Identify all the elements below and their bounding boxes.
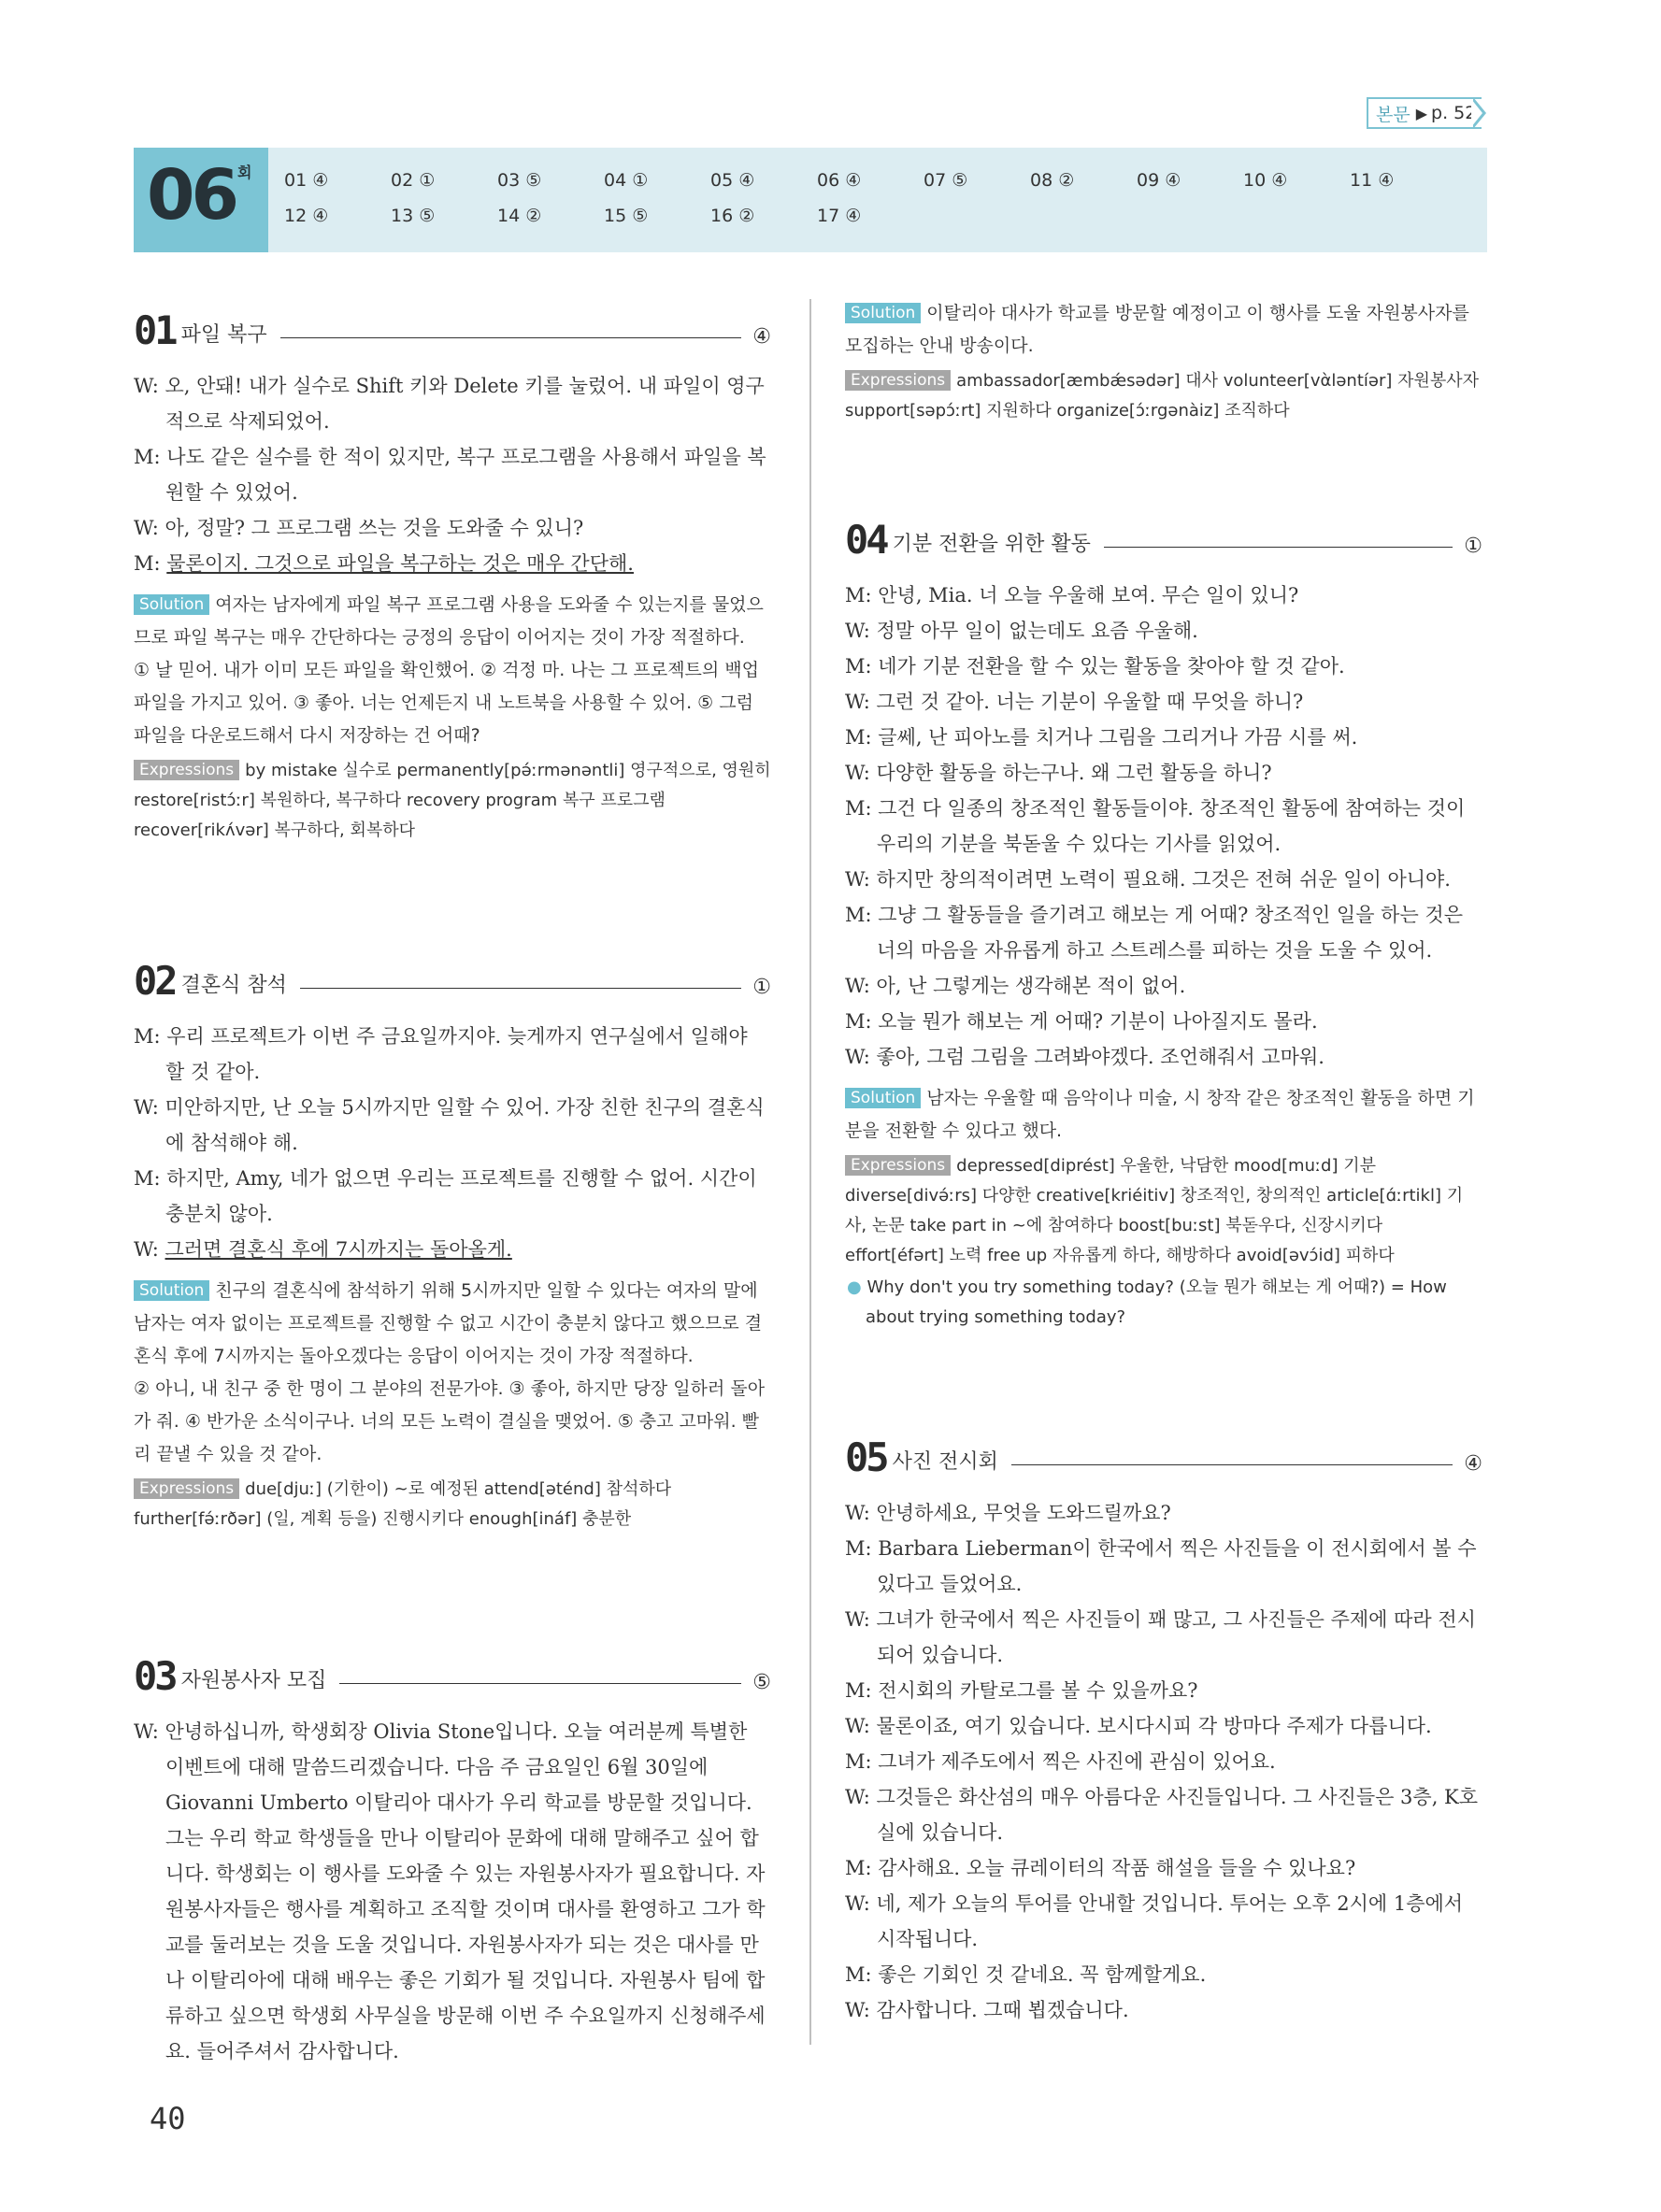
answer-item: 15 ⑤ — [604, 206, 649, 226]
section-header — [134, 1652, 771, 1697]
dialog — [134, 1714, 771, 2069]
dialog-line: M: 네가 기분 전환을 할 수 있는 활동을 찾아야 할 것 같아. — [845, 655, 1345, 678]
section-number: 01 — [134, 307, 176, 353]
dialog — [134, 1019, 771, 1267]
dialog-line: W: 그것들은 화산섬의 매우 아름다운 사진들입니다. 그 사진들은 3층, K호실에 있습니다. — [845, 1786, 1479, 1844]
solution — [845, 297, 1482, 363]
dialog-line: M: 그냥 그 활동들을 즐기려고 해보는 게 어때? 창조적인 일을 하는 것은 너의 마음을 자유롭게 하고 스트레스를 피하는 것을 도울 수 있어. — [845, 904, 1463, 962]
dialog-line: M: 우리 프로젝트가 이번 주 금요일까지야. 늦게까지 연구실에서 일해야 할 것 같아. — [134, 1025, 748, 1083]
section-03-continued — [845, 297, 1482, 426]
speaker: W: — [134, 1238, 165, 1261]
header-rule — [1104, 547, 1453, 548]
dialog-line: W: 아, 난 그렇게는 생각해본 적이 없어. — [845, 975, 1186, 997]
answer-item: 12 ④ — [284, 206, 329, 226]
section-answer: ① — [1464, 535, 1482, 558]
dialog-line: W: 좋아, 그럼 그림을 그려봐야겠다. 조언해줘서 고마워. — [845, 1046, 1325, 1068]
solution-text: 남자는 우울할 때 음악이나 미술, 시 창작 같은 창조적인 활동을 하면 기분을 전환할 수 있다고 했다. — [845, 1088, 1475, 1141]
expressions-text: ambassador[æmbǽsədər] 대사 volunteer[vὰləntíər] 자원봉사자 support[səpɔ́ːrt] 지원하다 organize[ɔ́ːrgənàiz] 조직하다 — [845, 371, 1480, 421]
dialog-line: M: 좋은 기회인 것 같네요. 꼭 함께할게요. — [845, 1963, 1207, 1986]
section-title: 기분 전환을 위한 활동 — [892, 533, 1091, 556]
section-04 — [845, 516, 1482, 1333]
answer-line: 그러면 결혼식 후에 7시까지는 돌아올게. — [165, 1238, 512, 1261]
section-title: 자원봉사자 모집 — [180, 1669, 327, 1692]
section-05 — [845, 1434, 1482, 2028]
dialog-line — [134, 1232, 771, 1267]
solution-text: 여자는 남자에게 파일 복구 프로그램 사용을 도와줄 수 있는지를 물었으므로 파일 복구는 매우 간단하다는 긍정의 응답이 이어지는 것이 가장 적절하다. — [134, 594, 764, 648]
answer-item: 09 ④ — [1137, 170, 1181, 191]
section-header — [845, 1434, 1482, 1478]
expressions — [134, 756, 771, 846]
section-number: 02 — [134, 958, 176, 1004]
expressions-text: due[djuː] (기한이) ~로 예정된 attend[əténd] 참석하다 further[fə́ːrðər] (일, 계획 등을) 진행시키다 enough[ináf] 충분한 — [134, 1479, 672, 1529]
option-translations: ② 아니, 내 친구 중 한 명이 그 분야의 전문가야. ③ 좋아, 하지만 당장 일하러 돌아가 줘. ④ 반가운 소식이구나. 너의 모든 노력이 결실을 맺었어. ⑤ 충고 고마워. 빨리 끝낼 수 있을 것 같아. — [134, 1378, 766, 1464]
answer-item: 17 ④ — [817, 206, 862, 226]
dialog-line: W: 아, 정말? 그 프로그램 쓰는 것을 도와줄 수 있니? — [134, 517, 584, 539]
answer-item: 13 ⑤ — [391, 206, 436, 226]
dialog-line: M: Barbara Lieberman이 한국에서 찍은 사진들을 이 전시회에서 볼 수 있다고 들었어요. — [845, 1537, 1477, 1595]
expressions-text: by mistake 실수로 permanently[pə́ːrmənəntli] 영구적으로, 영원히 restore[ristɔ́ːr] 복원하다, 복구하다 recovery program 복구 프로그램 recover[rikʌ́vər] 복구하다, 회복하다 — [134, 761, 771, 840]
section-header — [134, 307, 771, 351]
header-rule — [339, 1683, 741, 1684]
dialog-line: W: 오, 안돼! 내가 실수로 Shift 키와 Delete 키를 눌렀어. 내 파일이 영구적으로 삭제되었어. — [134, 375, 765, 433]
section-03 — [134, 1652, 771, 2069]
page-number: 40 — [150, 2101, 186, 2136]
dialog-line: W: 하지만 창의적이려면 노력이 필요해. 그것은 전혀 쉬운 일이 아니야. — [845, 868, 1451, 891]
tip-text: Why don't you try something today? (오늘 뭔가 해보는 게 어때?) = How about trying something today? — [866, 1277, 1447, 1327]
expressions — [845, 366, 1482, 426]
section-number: 04 — [845, 517, 887, 563]
dialog-line: M: 전시회의 카탈로그를 볼 수 있을까요? — [845, 1679, 1198, 1702]
option-translations: ① 날 믿어. 내가 이미 모든 파일을 확인했어. ② 걱정 마. 나는 그 프로젝트의 백업 파일을 가지고 있어. ③ 좋아. 너는 언제든지 내 노트북을 사용할 수 있어. ⑤ 그럼 파일을 다운로드해서 다시 저장하는 건 어때? — [134, 660, 760, 746]
test-number-suffix: 회 — [237, 164, 252, 181]
dialog-line: W: 안녕하십니까, 학생회장 Olivia Stone입니다. 오늘 여러분께 특별한 이벤트에 대해 말씀드리겠습니다. 다음 주 금요일인 6월 30일에 Giovanni Umberto 이탈리아 대사가 우리 학교를 방문할 것입니다. 그는 우리 학교 학생들을 만나 이탈리아 문화에 대해 말해주고 싶어 합니다. 학생회는 이 행사를 도와줄 수 있는 자원봉사자가 필요합니다. 자원봉사자들은 행사를 계획하고 조직할 것이며 대사를 환영하고 그가 학교를 둘러보는 것을 도울 것입니다. 자원봉사자가 되는 것은 대사를 만나 이탈리아에 대해 배우는 좋은 기회가 될 것입니다. 자원봉사 팀에 합류하고 싶으면 학생회 사무실을 방문해 이번 주 수요일까지 신청해주세요. 들어주셔서 감사합니다. — [134, 1720, 766, 2062]
bullet-icon: ● — [847, 1277, 862, 1297]
section-header — [134, 957, 771, 1002]
answer-banner — [134, 148, 1487, 252]
dialog-line: M: 감사해요. 오늘 큐레이터의 작품 해설을 들을 수 있나요? — [845, 1857, 1356, 1879]
section-answer: ④ — [1464, 1452, 1482, 1476]
expressions-tag: Expressions — [845, 370, 951, 391]
answer-item: 02 ① — [391, 170, 436, 191]
section-01 — [134, 307, 771, 846]
answer-item: 03 ⑤ — [497, 170, 542, 191]
section-title: 결혼식 참석 — [180, 974, 287, 997]
dialog-line: W: 다양한 활동을 하는구나. 왜 그런 활동을 하니? — [845, 762, 1272, 784]
answer-item: 01 ④ — [284, 170, 329, 191]
usage-tip — [845, 1273, 1482, 1333]
solution-text: 친구의 결혼식에 참석하기 위해 5시까지만 일할 수 있다는 여자의 말에 남자는 여자 없이는 프로젝트를 진행할 수 없고 시간이 충분치 않다고 했으므로 결혼식 후에 7시까지는 돌아오겠다는 응답이 이어지는 것이 가장 적절하다. — [134, 1280, 763, 1366]
solution-tag: Solution — [845, 1088, 921, 1108]
test-number: 06 — [147, 155, 236, 235]
answer-item: 10 ④ — [1243, 170, 1288, 191]
header-rule — [1011, 1464, 1453, 1465]
solution — [134, 1275, 771, 1471]
speaker: M: — [134, 552, 167, 575]
section-title: 사진 전시회 — [892, 1450, 998, 1474]
answer-item: 05 ④ — [710, 170, 755, 191]
dialog-line: M: 그건 다 일종의 창조적인 활동들이야. 창조적인 활동에 참여하는 것이 우리의 기분을 북돋울 수 있다는 기사를 읽었어. — [845, 797, 1466, 855]
dialog-line: M: 오늘 뭔가 해보는 게 어때? 기분이 나아질지도 몰라. — [845, 1010, 1318, 1033]
expressions-tag: Expressions — [134, 760, 239, 780]
ref-tail-shape — [1473, 97, 1486, 129]
section-02 — [134, 957, 771, 1534]
section-header — [845, 516, 1482, 561]
section-number: 03 — [134, 1653, 176, 1699]
section-title: 파일 복구 — [180, 323, 267, 347]
dialog-line: W: 정말 아무 일이 없는데도 요즘 우울해. — [845, 620, 1198, 642]
page-reference — [1367, 97, 1482, 129]
dialog-line: W: 안녕하세요, 무엇을 도와드릴까요? — [845, 1502, 1171, 1524]
dialog-line: W: 그런 것 같아. 너는 기분이 우울할 때 무엇을 하니? — [845, 691, 1304, 713]
dialog — [845, 1495, 1482, 2028]
dialog-line: M: 글쎄, 난 피아노를 치거나 그림을 그리거나 가끔 시를 써. — [845, 726, 1358, 749]
ref-page: p. 52 — [1431, 103, 1477, 123]
header-rule — [280, 337, 742, 338]
test-number-block — [134, 148, 268, 252]
solution-tag: Solution — [845, 303, 921, 323]
expressions-tag: Expressions — [134, 1478, 239, 1499]
expressions-tag: Expressions — [845, 1155, 951, 1176]
header-rule — [300, 988, 741, 989]
solution-tag: Solution — [134, 594, 209, 615]
dialog — [845, 578, 1482, 1075]
dialog-line: W: 미안하지만, 난 오늘 5시까지만 일할 수 있어. 가장 친한 친구의 결혼식에 참석해야 해. — [134, 1096, 765, 1154]
section-number: 05 — [845, 1434, 887, 1480]
dialog-line: M: 안녕, Mia. 너 오늘 우울해 보여. 무슨 일이 있니? — [845, 584, 1299, 607]
dialog-line: W: 그녀가 한국에서 찍은 사진들이 꽤 많고, 그 사진들은 주제에 따라 전시되어 있습니다. — [845, 1608, 1476, 1666]
section-answer: ⑤ — [752, 1671, 771, 1694]
expressions — [845, 1151, 1482, 1271]
dialog-line: W: 물론이죠, 여기 있습니다. 보시다시피 각 방마다 주제가 다릅니다. — [845, 1715, 1432, 1737]
dialog — [134, 368, 771, 581]
solution — [845, 1082, 1482, 1148]
section-answer: ④ — [752, 325, 771, 349]
solution — [134, 589, 771, 752]
answer-item: 07 ⑤ — [924, 170, 968, 191]
answer-item: 06 ④ — [817, 170, 862, 191]
expressions-text: depressed[diprést] 우울한, 낙담한 mood[muːd] 기분 diverse[divə́ːrs] 다양한 creative[kriéitiv] 창조적인, 창의적인 article[ɑ́ːrtikl] 기사, 논문 take part in ~에 참여하다 boost[buːst] 북돋우다, 신장시키다 effort[éfərt] 노력 free up 자유롭게 하다, 해방하다 avoid[əvɔ́id] 피하다 — [845, 1156, 1464, 1265]
dialog-line: W: 네, 제가 오늘의 투어를 안내할 것입니다. 투어는 오후 2시에 1층에서 시작됩니다. — [845, 1892, 1464, 1950]
answer-item: 08 ② — [1030, 170, 1075, 191]
dialog-line: M: 나도 같은 실수를 한 적이 있지만, 복구 프로그램을 사용해서 파일을 복원할 수 있었어. — [134, 446, 766, 504]
answer-line: 물론이지. 그것으로 파일을 복구하는 것은 매우 간단해. — [166, 552, 634, 575]
solution-text: 이탈리아 대사가 학교를 방문할 예정이고 이 행사를 도울 자원봉사자를 모집하는 안내 방송이다. — [845, 303, 1469, 356]
answer-item: 16 ② — [710, 206, 755, 226]
answer-item: 14 ② — [497, 206, 542, 226]
column-divider — [809, 299, 811, 2045]
answer-item: 04 ① — [604, 170, 649, 191]
dialog-line — [134, 546, 771, 581]
section-answer: ① — [752, 976, 771, 999]
ref-arrow-icon: ▶ — [1415, 104, 1428, 122]
dialog-line: M: 하지만, Amy, 네가 없으면 우리는 프로젝트를 진행할 수 없어. 시간이 충분치 않아. — [134, 1167, 757, 1225]
dialog-line: W: 감사합니다. 그때 뵙겠습니다. — [845, 1999, 1129, 2021]
ref-label: 본문 — [1376, 104, 1410, 125]
dialog-line: M: 그녀가 제주도에서 찍은 사진에 관심이 있어요. — [845, 1750, 1276, 1773]
answer-item: 11 ④ — [1350, 170, 1395, 191]
solution-tag: Solution — [134, 1280, 209, 1301]
expressions — [134, 1475, 771, 1534]
